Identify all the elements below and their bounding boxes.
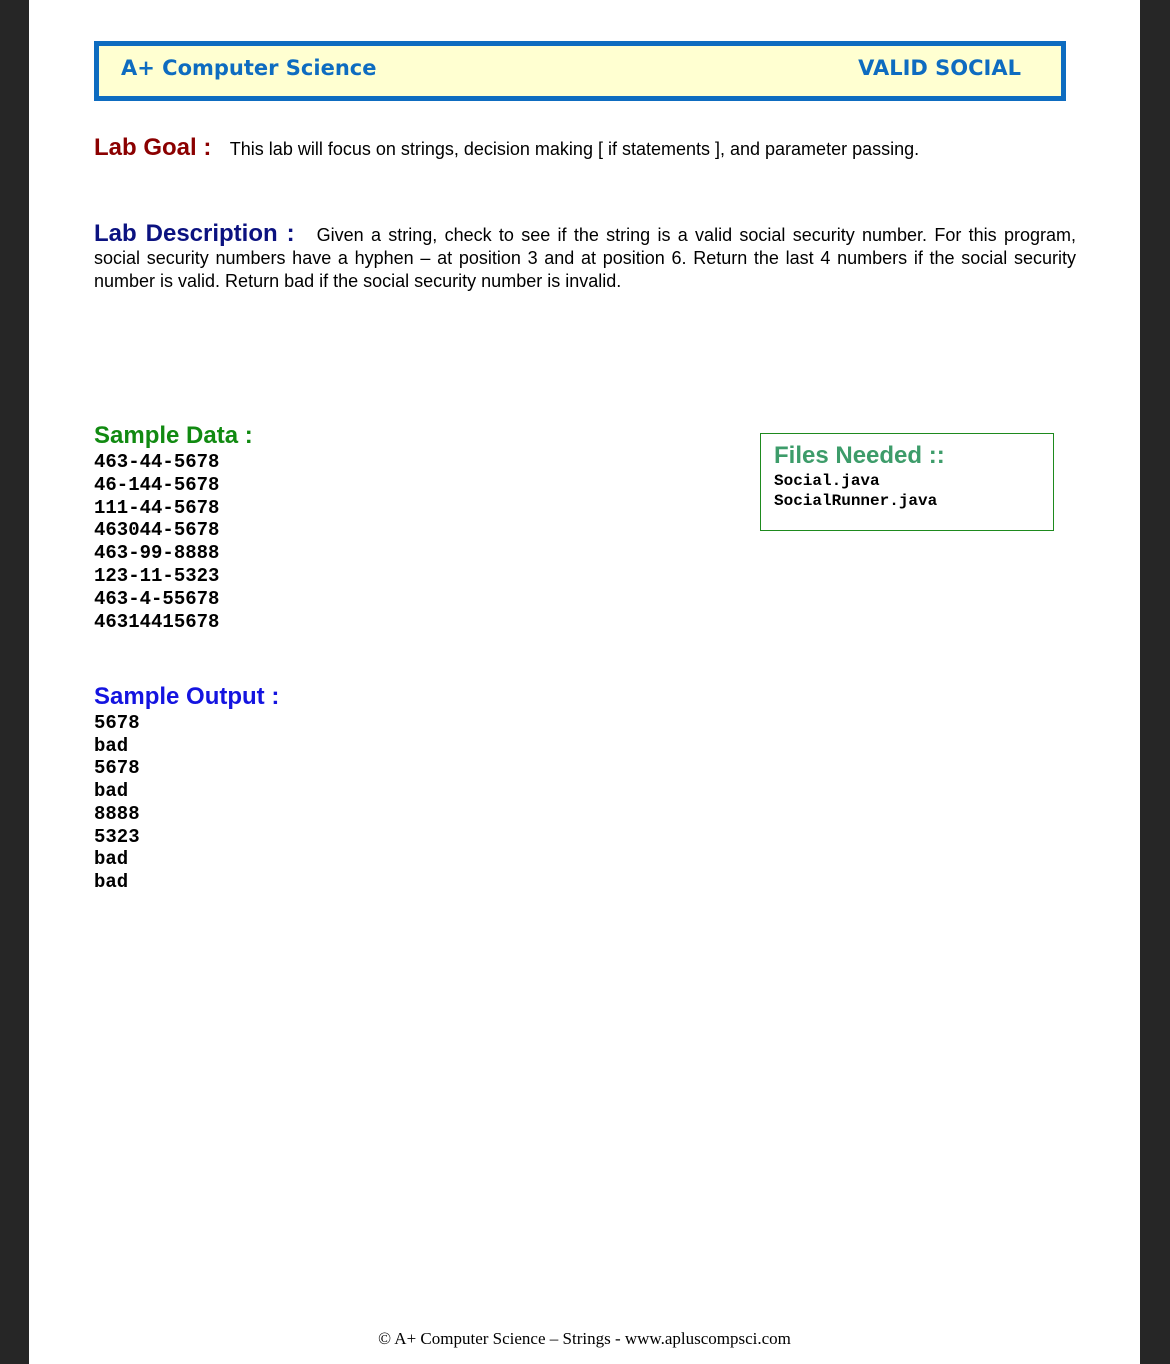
file-item: SocialRunner.java xyxy=(774,492,938,510)
sample-data-item: 111-44-5678 xyxy=(94,496,220,519)
sample-output-item: bad xyxy=(94,780,129,803)
sample-data-item: 463-44-5678 xyxy=(94,451,220,473)
header-brand: A+ Computer Science xyxy=(121,56,377,80)
lab-description-text: Given a string, check to see if the string is a valid social security number. For this program, social security numbers have a hyphen – at position 3 and at position 6. Return the last 4 numbers if the social security number is valid. Return bad if the social security number is invalid. xyxy=(94,225,1076,291)
sample-data-item: 463-4-55678 xyxy=(94,587,220,610)
lab-goal xyxy=(94,134,1084,162)
header-lab-title: VALID SOCIAL xyxy=(858,56,1021,80)
sample-output-item: bad xyxy=(94,870,129,893)
lab-goal-text: This lab will focus on strings, decision making [ if statements ], and parameter passing. xyxy=(229,139,920,159)
sample-output-item: 8888 xyxy=(94,802,140,825)
sample-output-item: bad xyxy=(94,848,129,871)
files-needed-heading: Files Needed :: xyxy=(774,442,945,469)
sample-data-heading: Sample Data : xyxy=(94,422,253,449)
sample-data-item: 463-99-8888 xyxy=(94,542,220,565)
sample-data-list xyxy=(94,451,219,633)
sample-output-item: bad xyxy=(94,734,129,757)
lab-description xyxy=(94,222,1076,293)
lab-goal-label: Lab Goal : xyxy=(94,134,212,161)
sample-output-item: 5678 xyxy=(94,712,140,734)
sample-data-item: 46-144-5678 xyxy=(94,473,220,496)
lab-description-label: Lab Description : xyxy=(94,220,295,247)
sample-output-item: 5678 xyxy=(94,757,140,780)
files-needed-list xyxy=(774,471,937,511)
sample-data-item: 46314415678 xyxy=(94,610,220,633)
sample-data-item: 463044-5678 xyxy=(94,519,220,542)
header-banner xyxy=(94,41,1066,101)
sample-output-item: 5323 xyxy=(94,825,140,848)
sample-output-list xyxy=(94,712,140,894)
sample-output-heading: Sample Output : xyxy=(94,683,280,710)
files-needed-box xyxy=(760,433,1054,531)
sample-data-item: 123-11-5323 xyxy=(94,564,220,587)
document-page xyxy=(29,0,1140,1364)
file-item: Social.java xyxy=(774,472,880,490)
page-footer: © A+ Computer Science – Strings - www.apluscompsci.com xyxy=(378,1329,791,1348)
